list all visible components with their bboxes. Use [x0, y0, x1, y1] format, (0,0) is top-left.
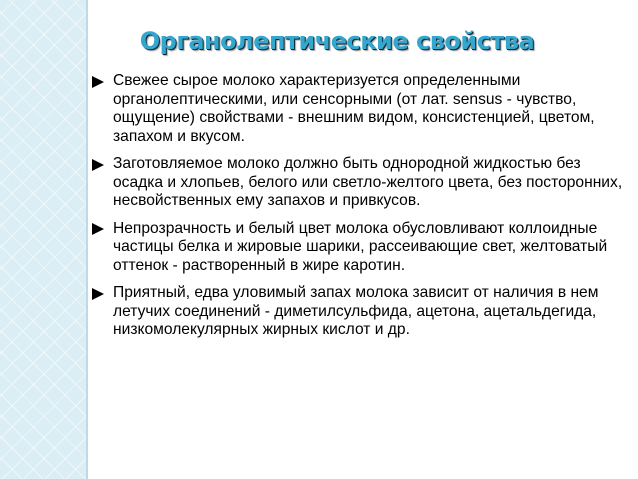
triangle-bullet-icon — [92, 159, 104, 171]
triangle-bullet-icon — [92, 76, 104, 88]
bullet-text: Свежее сырое молоко характеризуется определенными органолептическими, или сенсорными (от лат. sensus - чувство, ощущение) свойствами - внешним видом, консистенцией, цветом, запахом и вкусом. — [113, 72, 595, 145]
triangle-bullet-icon — [92, 223, 104, 235]
slide-title: Органолептические свойства — [139, 27, 535, 55]
bullet-text: Непрозрачность и белый цвет молока обусловливают коллоидные частицы белка и жировые шарики, рассеивающие свет, желтоватый оттенок - растворенный в жире каротин. — [113, 219, 608, 274]
bullet-item — [88, 284, 623, 340]
bullet-item — [88, 220, 623, 276]
triangle-bullet-icon — [92, 288, 104, 300]
decorative-side-panel — [0, 0, 88, 479]
bullet-text: Заготовляемое молоко должно быть однородной жидкостью без осадка и хлопьев, белого или светло-желтого цвета, без посторонних, несвойственных ему запахов и привкусов. — [113, 155, 623, 209]
bullet-text: Приятный, едва уловимый запах молока зависит от наличия в нем летучих соединений - диметилсульфида, ацетона, ацетальдегида, низкомолекулярных жирных кислот и др. — [113, 284, 599, 338]
bullet-list — [88, 72, 623, 349]
bullet-item — [88, 155, 623, 211]
bullet-item — [88, 72, 623, 146]
